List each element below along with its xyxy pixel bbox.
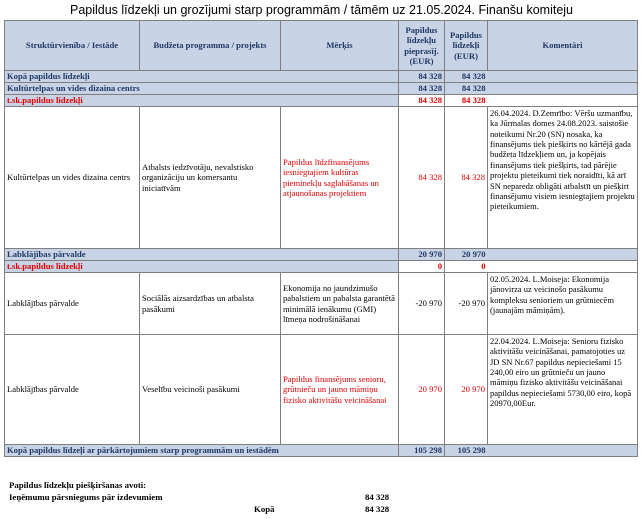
- sources-total-value: 84 328: [365, 504, 390, 514]
- welfare-sub-label: t.sk.papildus līdzekļi: [5, 261, 399, 273]
- welfare-detail-2-allocated: 20 970: [445, 335, 488, 445]
- table-header-row: [5, 21, 638, 71]
- welfare-row: [5, 249, 638, 261]
- sources-total-label: Kopā: [254, 504, 275, 514]
- funding-sources: [9, 480, 429, 520]
- grand-total-comment: [488, 445, 638, 457]
- culture-comment: [488, 83, 638, 95]
- welfare-allocated: 20 970: [445, 249, 488, 261]
- culture-detail-comment: 26.04.2024. D.Zemrībo: Vēršu uzmanību, ka Jūrmalas domes 24.08.2023. saistošie noteikumi Nr.20 (SN) nosaka, ka finansējums tiek piešķirts no kārtējā gada budžeta līdzekļiem un, ja kopējais finansējums tiek piešķirts, tad pārējie projektu pieteikumi tiek noraidīti, kā arī SN neparedz obligāti atbalstīt un piešķirt finansējumu visiem iesniegtajiem projektu pieteikumiem.: [488, 107, 638, 249]
- header-goal: Mērķis: [281, 21, 399, 71]
- culture-sub-allocated: 84 328: [445, 95, 488, 107]
- header-struct: Struktūrvienība / Iestāde: [5, 21, 140, 71]
- welfare-detail-2-comment: 22.04.2024. L.Moiseja: Senioru fizisko aktivitāšu veicināšanai, pamatojoties uz JD SN Nr.67 papildus nepieciešami 15 240,00 eiro un grūtnieču un jauno māmiņu fizisko aktivitāšu veicināšanai papildus nepieciešami 5730,00 eiro, kopā 20970,00Eur.: [488, 335, 638, 445]
- sources-title: Papildus līdzekļu piešķiršanas avoti:: [9, 480, 147, 490]
- welfare-detail-1-comment: 02.05.2024. L.Moiseja: Ekonomija jānovirza uz veicinošo pasākumu kompleksu senioriem un grūtniecēm (jaunajām māmiņām).: [488, 273, 638, 335]
- grand-total-row: [5, 445, 638, 457]
- culture-row: [5, 83, 638, 95]
- welfare-detail-row-2: [5, 335, 638, 445]
- culture-detail-struct: Kultūrtelpas un vides dizaina centrs: [5, 107, 140, 249]
- total-row: [5, 71, 638, 83]
- welfare-detail-1-requested: -20 970: [399, 273, 445, 335]
- funding-table: [4, 20, 638, 457]
- welfare-detail-1-struct: Labklājības pārvalde: [5, 273, 140, 335]
- welfare-detail-row-1: [5, 273, 638, 335]
- total-allocated: 84 328: [445, 71, 488, 83]
- culture-sub-comment: [488, 95, 638, 107]
- culture-requested: 84 328: [399, 83, 445, 95]
- page-title: Papildus līdzekļi un grozījumi starp programmām / tāmēm uz 21.05.2024. Finanšu komiteju: [69, 3, 573, 17]
- grand-total-allocated: 105 298: [445, 445, 488, 457]
- welfare-requested: 20 970: [399, 249, 445, 261]
- welfare-detail-1-allocated: -20 970: [445, 273, 488, 335]
- revenue-value: 84 328: [365, 492, 390, 502]
- welfare-sub-requested: 0: [399, 261, 445, 273]
- welfare-detail-1-goal: Ekonomija no jaundzimušo pabalstiem un pabalsta garantētā minimālā ienākumu (GMI) līmeņa nodrošināšanai: [281, 273, 399, 335]
- header-comments: Komentāri: [488, 21, 638, 71]
- culture-sub-label: t.sk.papildus līdzekļi: [5, 95, 399, 107]
- culture-label: Kultūrtelpas un vides dizaina centrs: [5, 83, 399, 95]
- welfare-sub-row: [5, 261, 638, 273]
- welfare-label: Labklājības pārvalde: [5, 249, 399, 261]
- welfare-comment: [488, 249, 638, 261]
- culture-detail-requested: 84 328: [399, 107, 445, 249]
- culture-allocated: 84 328: [445, 83, 488, 95]
- header-requested: Papildus līdzekļu pieprasīj. (EUR): [399, 21, 445, 71]
- total-comment: [488, 71, 638, 83]
- grand-total-requested: 105 298: [399, 445, 445, 457]
- welfare-sub-comment: [488, 261, 638, 273]
- culture-sub-requested: 84 328: [399, 95, 445, 107]
- welfare-detail-1-program: Sociālās aizsardzības un atbalsta pasākumi: [140, 273, 281, 335]
- header-program: Budžeta programma / projekts: [140, 21, 281, 71]
- welfare-detail-2-struct: Labklājības pārvalde: [5, 335, 140, 445]
- welfare-detail-2-program: Veselību veicinoši pasākumi: [140, 335, 281, 445]
- header-allocated: Papildus līdzekļi (EUR): [445, 21, 488, 71]
- revenue-label: Ieņēmumu pārsniegums pār izdevumiem: [9, 492, 163, 502]
- culture-detail-row: [5, 107, 638, 249]
- culture-detail-program: Atbalsts iedzīvotāju, nevalstisko organizāciju un komersantu iniciatīvām: [140, 107, 281, 249]
- culture-detail-goal: Papildus līdzfinansējums iesniegtajiem kultūras pieminekļu saglabāšanas un atjaunošanas projektiem: [281, 107, 399, 249]
- grand-total-label: Kopā papildus līdzeļi ar pārkārtojumiem starp programmām un iestādēm: [5, 445, 399, 457]
- total-requested: 84 328: [399, 71, 445, 83]
- welfare-detail-2-requested: 20 970: [399, 335, 445, 445]
- welfare-detail-2-goal: Papildus finansējums senioru, grūtnieču un jauno māmiņu fizisko aktivitāšu veicināšanai: [281, 335, 399, 445]
- culture-detail-allocated: 84 328: [445, 107, 488, 249]
- welfare-sub-allocated: 0: [445, 261, 488, 273]
- total-label: Kopā papildus līdzekļi: [5, 71, 399, 83]
- culture-sub-row: [5, 95, 638, 107]
